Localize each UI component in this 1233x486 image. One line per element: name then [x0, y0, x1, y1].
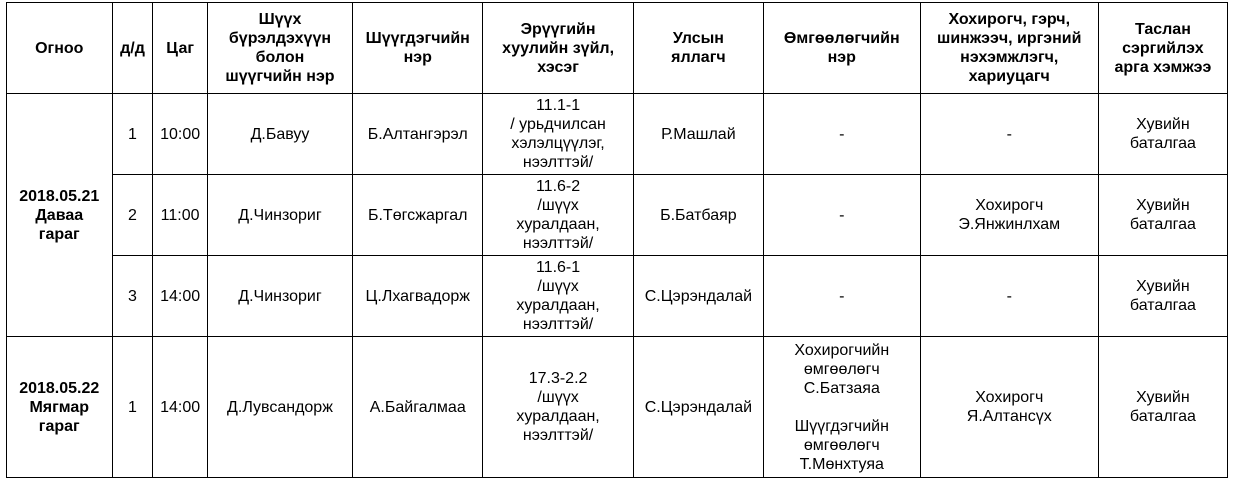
row-defender-cell: - — [763, 256, 920, 337]
header-date: Огноо — [7, 3, 113, 94]
row-measure-cell: Хувийн баталгаа — [1098, 175, 1227, 256]
row-prosecutor-cell: Б.Батбаяр — [633, 175, 763, 256]
header-prosecutor: Улсын яллагч — [633, 3, 763, 94]
row-defendant-cell: Ц.Лхагвадорж — [353, 256, 483, 337]
header-row — [7, 3, 1228, 94]
row-measure-cell: Хувийн баталгаа — [1098, 337, 1227, 478]
court-schedule-table — [6, 2, 1228, 478]
row-defendant-cell: Б.Төгсжаргал — [353, 175, 483, 256]
day-date-cell: 2018.05.22 Мягмар гараг — [7, 337, 113, 478]
row-victim-cell: Хохирогч Э.Янжинлхам — [920, 175, 1098, 256]
row-num-cell: 2 — [112, 175, 153, 256]
header-judge: Шүүх бүрэлдэхүүн болон шүүгчийн нэр — [207, 3, 352, 94]
row-defendant-cell: Б.Алтангэрэл — [353, 94, 483, 175]
row-measure-cell: Хувийн баталгаа — [1098, 94, 1227, 175]
row-time-cell: 11:00 — [153, 175, 207, 256]
row-time-cell: 14:00 — [153, 256, 207, 337]
row-victim-cell: Хохирогч Я.Алтансүх — [920, 337, 1098, 478]
row-time-cell: 14:00 — [153, 337, 207, 478]
row-prosecutor-cell: С.Цэрэндалай — [633, 337, 763, 478]
row-judge-cell: Д.Бавуу — [207, 94, 352, 175]
table-row — [7, 337, 1228, 478]
row-judge-cell: Д.Чинзориг — [207, 175, 352, 256]
header-time: Цаг — [153, 3, 207, 94]
row-judge-cell: Д.Чинзориг — [207, 256, 352, 337]
row-num-cell: 1 — [112, 94, 153, 175]
header-num: д/д — [112, 3, 153, 94]
header-article: Эрүүгийн хуулийн зүйл, хэсэг — [483, 3, 634, 94]
row-article-cell: 11.6-2 /шүүх хуралдаан, нээлттэй/ — [483, 175, 634, 256]
row-num-cell: 1 — [112, 337, 153, 478]
row-defender-cell: - — [763, 94, 920, 175]
row-prosecutor-cell: С.Цэрэндалай — [633, 256, 763, 337]
header-victim: Хохирогч, гэрч, шинжээч, иргэний нэхэмжлэгч, хариуцагч — [920, 3, 1098, 94]
row-article-cell: 17.3-2.2 /шүүх хуралдаан, нээлттэй/ — [483, 337, 634, 478]
row-defender-cell: Хохирогчийн өмгөөлөгч С.Батзаяа Шүүгдэгчийн өмгөөлөгч Т.Мөнхтуяа — [763, 337, 920, 478]
row-victim-cell: - — [920, 256, 1098, 337]
row-prosecutor-cell: Р.Машлай — [633, 94, 763, 175]
row-article-cell: 11.1-1 / урьдчилсан хэлэлцүүлэг, нээлттэй/ — [483, 94, 634, 175]
row-victim-cell: - — [920, 94, 1098, 175]
header-measure: Таслан сэргийлэх арга хэмжээ — [1098, 3, 1227, 94]
row-article-cell: 11.6-1 /шүүх хуралдаан, нээлттэй/ — [483, 256, 634, 337]
row-defendant-cell: А.Байгалмаа — [353, 337, 483, 478]
header-defendant: Шүүгдэгчийн нэр — [353, 3, 483, 94]
row-judge-cell: Д.Лувсандорж — [207, 337, 352, 478]
table-row — [7, 175, 1228, 256]
header-defender: Өмгөөлөгчийн нэр — [763, 3, 920, 94]
table-row — [7, 94, 1228, 175]
row-time-cell: 10:00 — [153, 94, 207, 175]
row-defender-cell: - — [763, 175, 920, 256]
row-num-cell: 3 — [112, 256, 153, 337]
table-row — [7, 256, 1228, 337]
row-measure-cell: Хувийн баталгаа — [1098, 256, 1227, 337]
day-date-cell: 2018.05.21 Даваа гараг — [7, 94, 113, 337]
